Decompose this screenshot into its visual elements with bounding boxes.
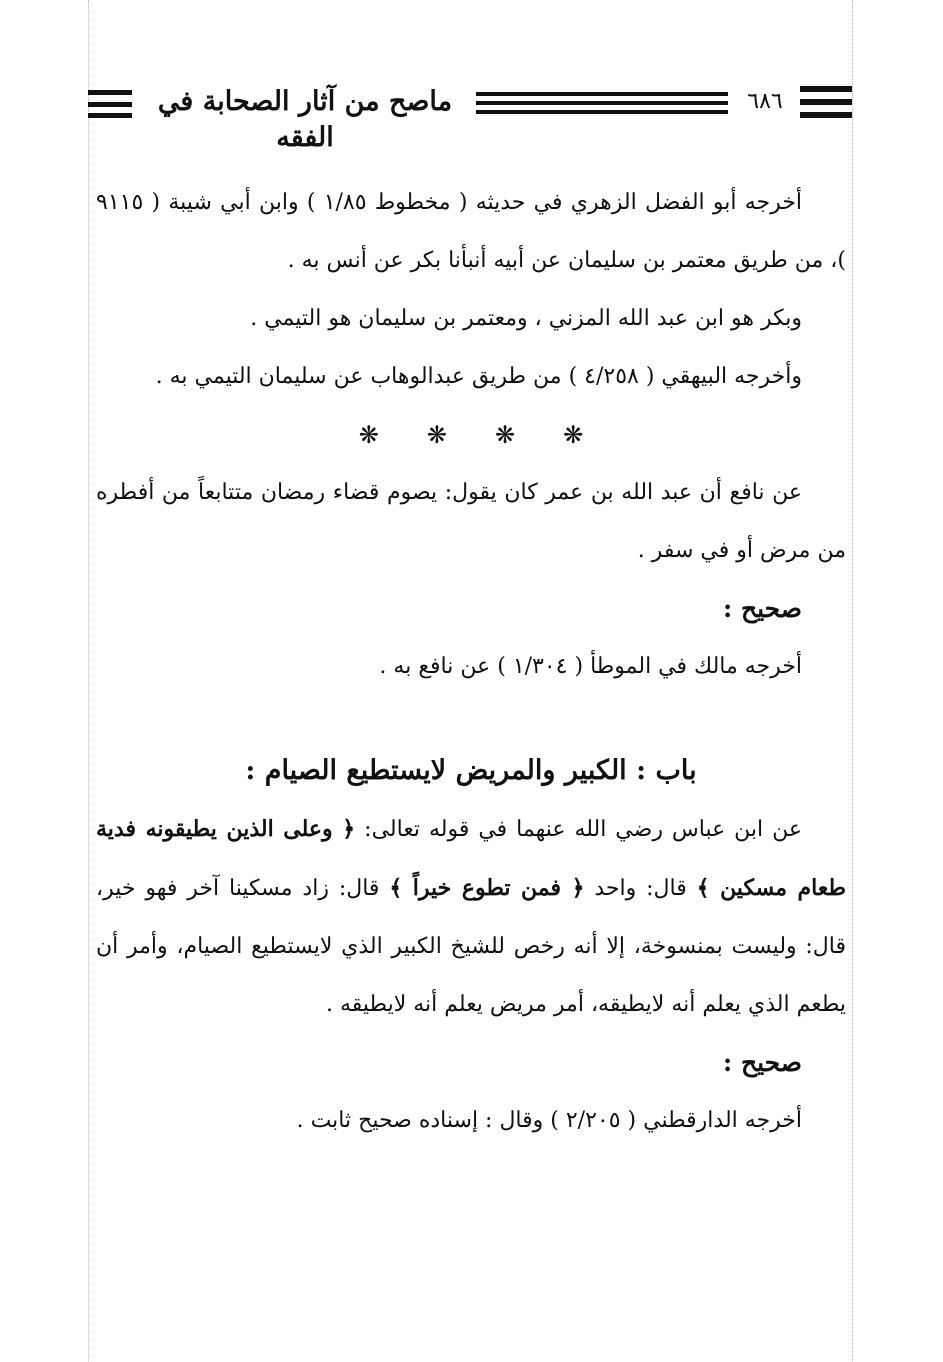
- right-margin-guide: [852, 0, 853, 1362]
- athar-mid: قال: واحد: [584, 876, 697, 901]
- athar-rest: قال: زاد مسكينا آخر فهو خير، قال: وليست بمنسوخة، إلا أنه رخص للشيخ الكبير الذي لايستطيع الصيام، وأمر أن يطعم الذي يعلم أنه لايطيقه، أمر مريض يعلم أنه لايطيقه .: [96, 876, 846, 1017]
- takhrij-paragraph-2: وبكر هو ابن عبد الله المزني ، ومعتمر بن سليمان هو التيمي .: [250, 306, 802, 331]
- page-body: [96, 174, 846, 1150]
- section-separator: ❋❋❋❋: [358, 421, 632, 449]
- takhrij-paragraph-1: أخرجه أبو الفضل الزهري في حديثه ( مخطوط ١/٨٥ ) وابن أبي شيبة ( ٩١١٥ )، من طريق معتمر بن سليمان عن أبيه أنبأنا بكر عن أنس به .: [96, 190, 846, 273]
- page-header: [88, 82, 852, 153]
- header-rule-right: [800, 86, 852, 118]
- takhrij-malik: أخرجه مالك في الموطأ ( ١/٣٠٤ ) عن نافع به .: [379, 654, 802, 679]
- verdict-sahih-1: صحيح :: [723, 594, 802, 623]
- takhrij-paragraph-3: وأخرجه البيهقي ( ٤/٢٥٨ ) من طريق عبدالوهاب عن سليمان التيمي به .: [155, 364, 802, 389]
- athar-text-nafi: عن نافع أن عبد الله بن عمر كان يقول: يصوم قضاء رمضان متتابعاً من أفطره من مرض أو في سفر .: [96, 480, 846, 563]
- quran-verse-2: ﴿ فمن تطوع خيراً ﴾: [389, 875, 585, 901]
- book-title: ماصح من آثار الصحابة في الفقه: [157, 86, 453, 153]
- quran-verse-1: ﴿ وعلى الذين يطيقونه فدية طعام مسكين ﴾: [96, 816, 847, 901]
- takhrij-daraqutni: أخرجه الدارقطني ( ٢/٢٠٥ ) وقال : إسناده صحيح ثابت .: [296, 1108, 802, 1133]
- header-rule-left: [88, 90, 132, 118]
- header-rule-middle: [476, 92, 728, 114]
- chapter-title: باب : الكبير والمريض لايستطيع الصيام :: [245, 755, 697, 786]
- athar-intro: عن ابن عباس رضي الله عنهما في قوله تعالى:: [355, 817, 802, 842]
- verdict-sahih-2: صحيح :: [723, 1048, 802, 1077]
- page-number: ٦٨٦: [747, 89, 783, 114]
- athar-text-ibn-abbas: [96, 800, 846, 1034]
- left-margin-guide: [88, 0, 89, 1362]
